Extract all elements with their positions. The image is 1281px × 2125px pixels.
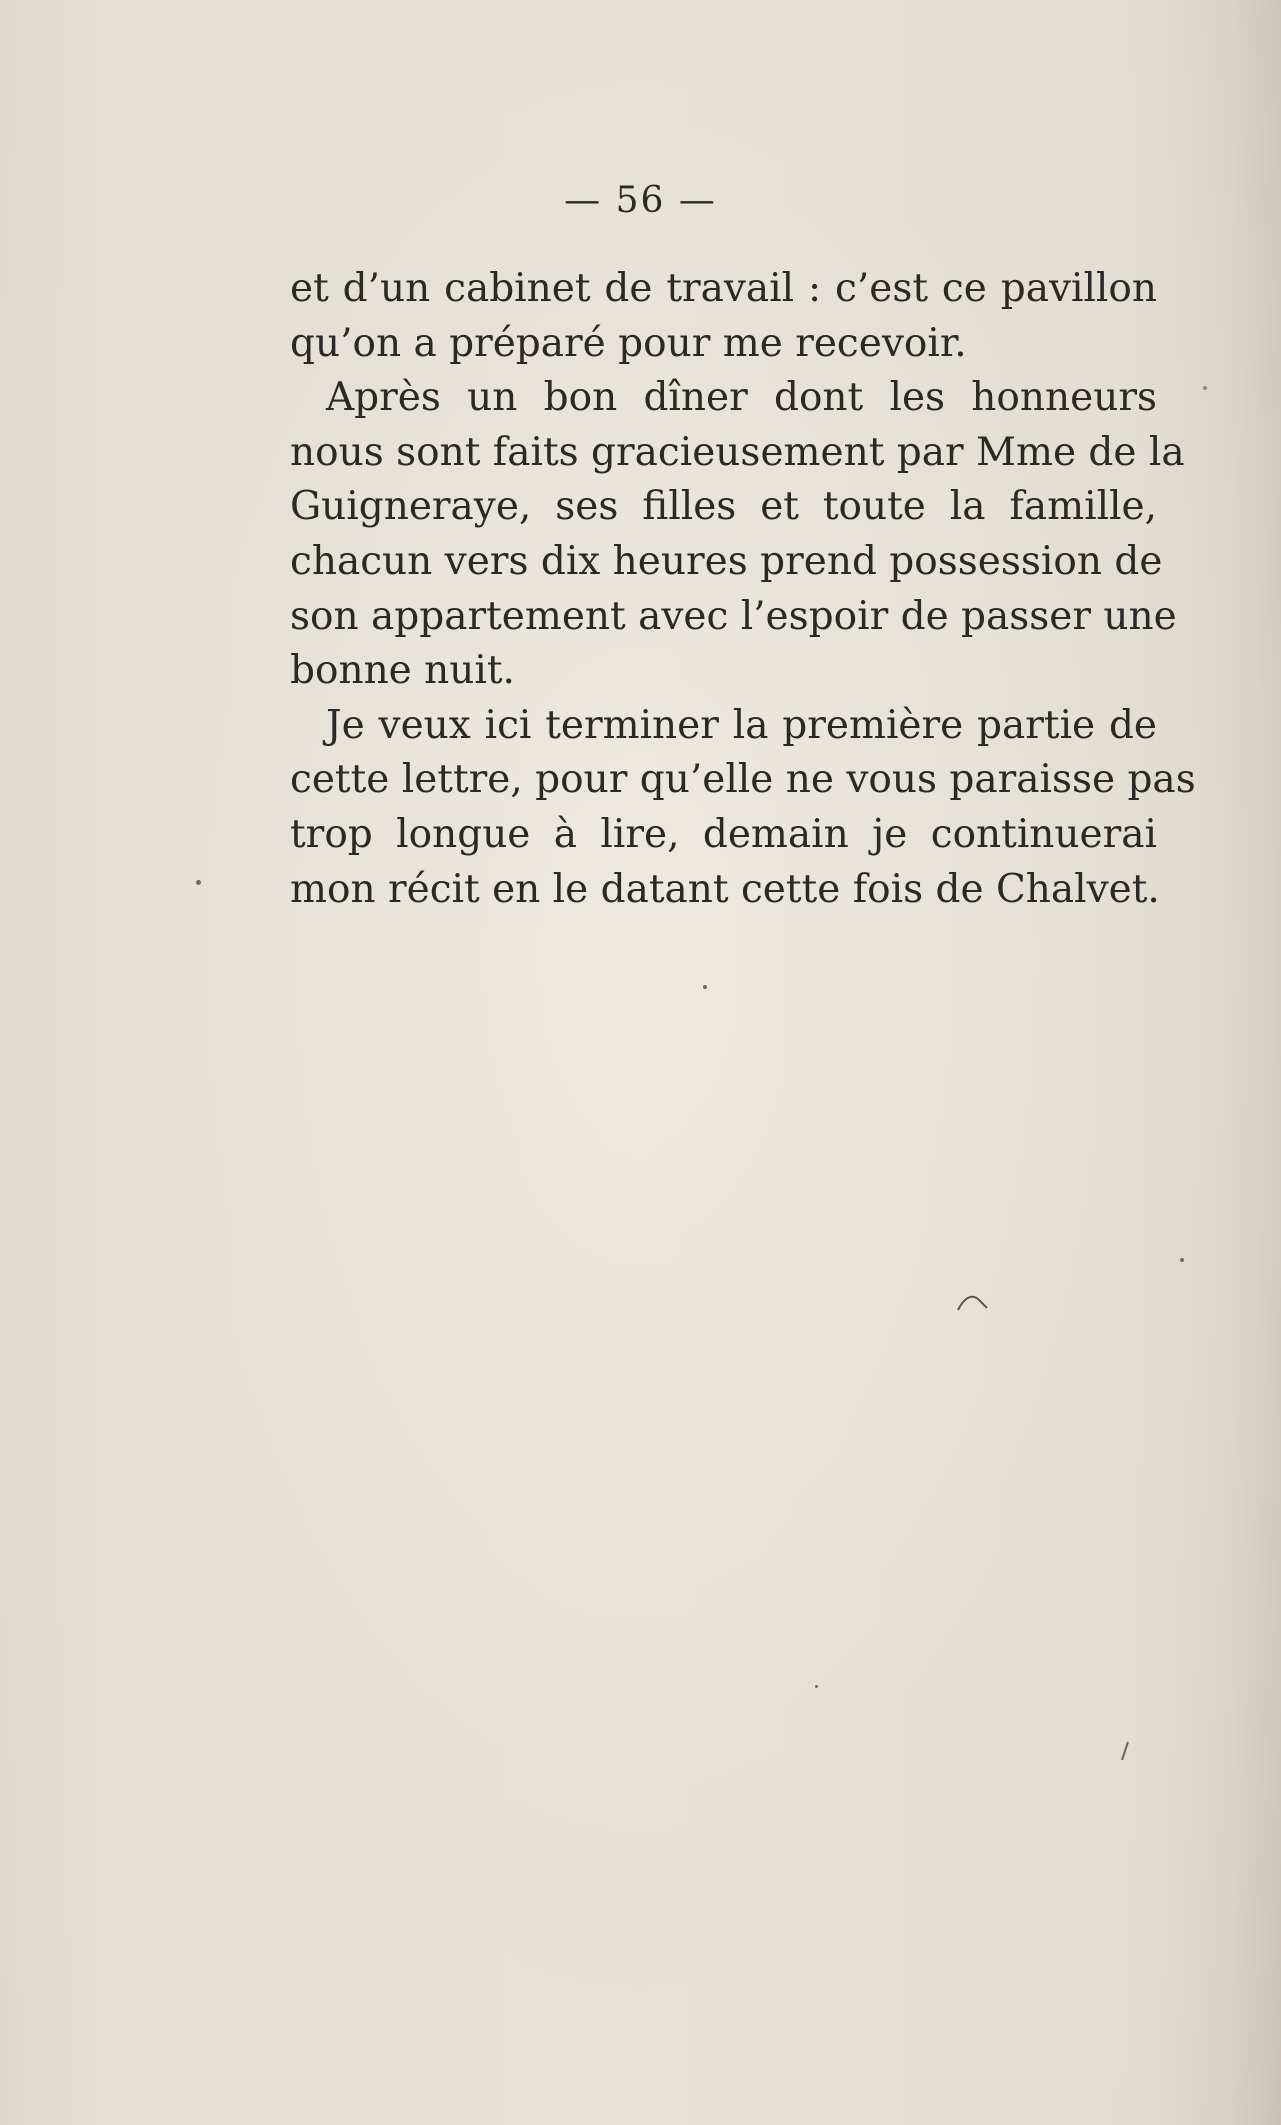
text-line: trop longue à lire, demain je continuerai xyxy=(290,811,1157,857)
page-number: — 56 — xyxy=(564,180,717,221)
text-line: chacun vers dix heures prend possession de xyxy=(290,538,1163,584)
text-line: Guigneraye, ses filles et toute la famille, xyxy=(290,484,1157,530)
paper-speck xyxy=(1180,1258,1184,1262)
stray-mark xyxy=(1118,1740,1132,1764)
text-line: qu’on a préparé pour me recevoir. xyxy=(290,320,967,366)
text-line: cette lettre, pour qu’elle ne vous paraisse pas xyxy=(290,757,1196,803)
stray-mark xyxy=(955,1290,995,1314)
text-line: mon récit en le datant cette fois de Chalvet. xyxy=(290,866,1160,912)
text-line: et d’un cabinet de travail : c’est ce pavillon xyxy=(290,266,1157,311)
text-line: nous sont faits gracieusement par Mme de la xyxy=(290,429,1185,475)
text-line: Après un bon dîner dont les honneurs xyxy=(326,375,1157,421)
paper-speck xyxy=(703,985,707,989)
paper-speck xyxy=(815,1685,818,1688)
paper-speck xyxy=(196,880,201,885)
paper-speck xyxy=(1203,386,1207,390)
text-line: bonne nuit. xyxy=(290,648,515,694)
text-line: son appartement avec l’espoir de passer une xyxy=(290,593,1177,639)
body-text xyxy=(290,262,1196,917)
text-line: Je veux ici terminer la première partie de xyxy=(326,702,1157,748)
